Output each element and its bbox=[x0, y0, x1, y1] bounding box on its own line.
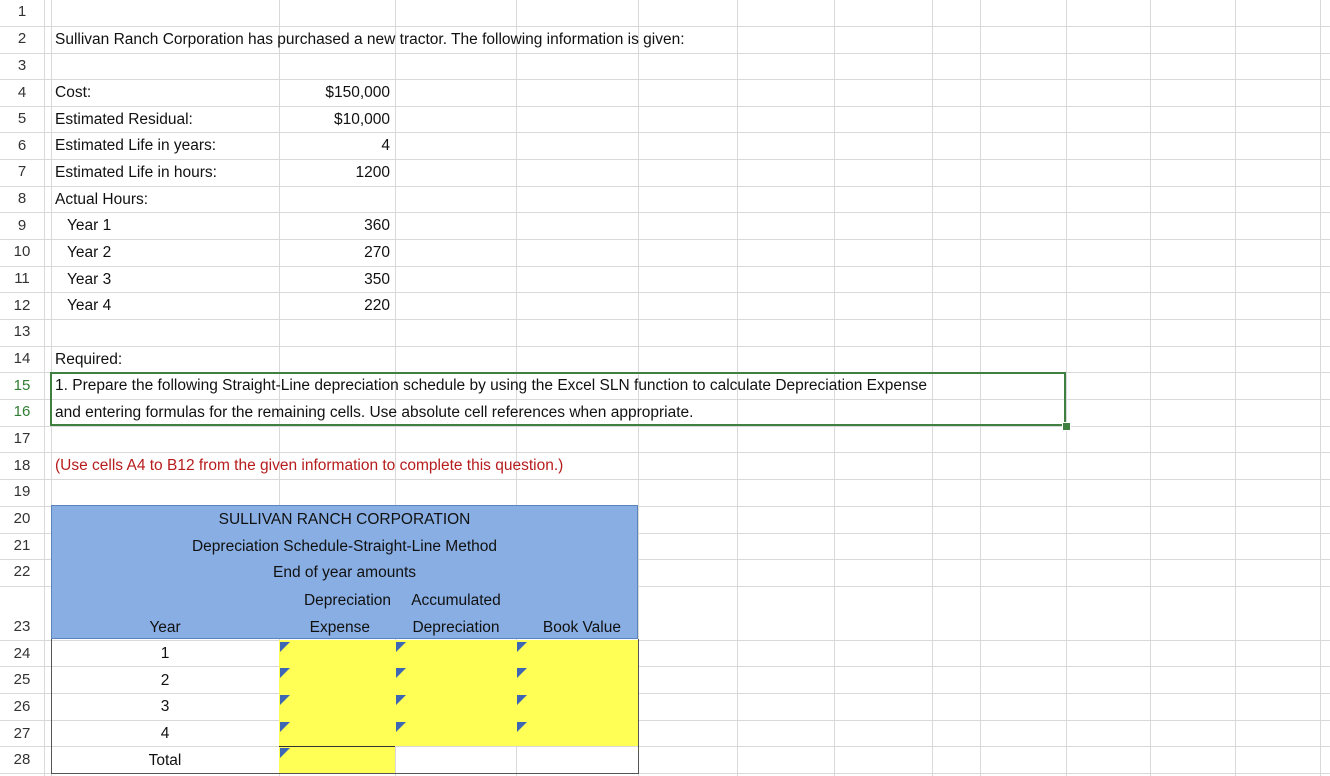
row-header-19[interactable]: 19 bbox=[13, 483, 31, 500]
col-book-header[interactable]: Book Value bbox=[542, 619, 621, 636]
row-header-14[interactable]: 14 bbox=[13, 350, 31, 367]
input-cells-area[interactable] bbox=[279, 640, 638, 746]
required-line-1[interactable]: 1. Prepare the following Straight-Line depreciation schedule by using the Excel SLN function to calculate Depreciation Expense bbox=[55, 377, 927, 394]
col-exp-top[interactable]: Depreciation bbox=[303, 592, 392, 609]
schedule-title-3[interactable]: End of year amounts bbox=[272, 564, 417, 581]
row-header-2[interactable]: 2 bbox=[17, 30, 27, 47]
formula-indicator-icon bbox=[396, 668, 406, 678]
schedule-title-2[interactable]: Depreciation Schedule-Straight-Line Method bbox=[191, 538, 497, 555]
required-line-2[interactable]: and entering formulas for the remaining cells. Use absolute cell references when appropriate. bbox=[55, 404, 694, 421]
intro-text[interactable]: Sullivan Ranch Corporation has purchased a new tractor. The following information is given: bbox=[55, 31, 685, 48]
formula-indicator-icon bbox=[396, 642, 406, 652]
formula-indicator-icon bbox=[517, 695, 527, 705]
total-expense-cell[interactable] bbox=[279, 747, 395, 773]
residual-value[interactable]: $10,000 bbox=[333, 111, 390, 128]
year-2-hours[interactable]: 270 bbox=[364, 244, 390, 261]
formula-indicator-icon bbox=[517, 722, 527, 732]
cost-value[interactable]: $150,000 bbox=[325, 84, 390, 101]
col-year-header[interactable]: Year bbox=[149, 619, 181, 636]
residual-label[interactable]: Estimated Residual: bbox=[55, 111, 193, 128]
formula-indicator-icon bbox=[280, 748, 290, 758]
schedule-right-border bbox=[638, 639, 639, 774]
cost-label[interactable]: Cost: bbox=[55, 84, 92, 101]
fill-handle[interactable] bbox=[1062, 422, 1071, 431]
row-header-22[interactable]: 22 bbox=[13, 563, 31, 580]
row-header-9[interactable]: 9 bbox=[17, 217, 27, 234]
formula-indicator-icon bbox=[280, 668, 290, 678]
life-years-value[interactable]: 4 bbox=[381, 137, 390, 154]
year-3-label[interactable]: Year 3 bbox=[67, 271, 112, 288]
row-header-1[interactable]: 1 bbox=[17, 3, 27, 20]
row-header-24[interactable]: 24 bbox=[13, 645, 31, 662]
formula-indicator-icon bbox=[280, 642, 290, 652]
row-header-23[interactable]: 23 bbox=[13, 618, 31, 635]
life-years-label[interactable]: Estimated Life in years: bbox=[55, 137, 217, 154]
total-top-border bbox=[279, 746, 395, 747]
schedule-year-4[interactable]: 4 bbox=[160, 725, 170, 742]
life-hours-label[interactable]: Estimated Life in hours: bbox=[55, 164, 217, 181]
col-exp-bottom[interactable]: Expense bbox=[309, 619, 370, 636]
row-header-10[interactable]: 10 bbox=[13, 243, 31, 260]
row-header-25[interactable]: 25 bbox=[13, 671, 31, 688]
row-header-5[interactable]: 5 bbox=[17, 110, 27, 127]
year-1-hours[interactable]: 360 bbox=[364, 217, 390, 234]
row-header-18[interactable]: 18 bbox=[13, 457, 31, 474]
schedule-year-2[interactable]: 2 bbox=[160, 672, 170, 689]
formula-indicator-icon bbox=[517, 668, 527, 678]
schedule-year-3[interactable]: 3 bbox=[160, 698, 170, 715]
formula-indicator-icon bbox=[280, 695, 290, 705]
row-header-12[interactable]: 12 bbox=[13, 297, 31, 314]
formula-indicator-icon bbox=[280, 722, 290, 732]
row-header-7[interactable]: 7 bbox=[17, 163, 27, 180]
required-heading[interactable]: Required: bbox=[55, 351, 123, 368]
schedule-total-label[interactable]: Total bbox=[148, 752, 182, 769]
col-acc-top[interactable]: Accumulated bbox=[411, 592, 501, 609]
row-header-26[interactable]: 26 bbox=[13, 698, 31, 715]
schedule-year-1[interactable]: 1 bbox=[160, 645, 170, 662]
row-header-15[interactable]: 15 bbox=[13, 377, 31, 394]
row-header-6[interactable]: 6 bbox=[17, 137, 27, 154]
row-header-11[interactable]: 11 bbox=[14, 270, 30, 287]
row-header-13[interactable]: 13 bbox=[13, 323, 31, 340]
formula-indicator-icon bbox=[396, 722, 406, 732]
year-4-hours[interactable]: 220 bbox=[364, 297, 390, 314]
row-header-3[interactable]: 3 bbox=[17, 57, 27, 74]
note-text[interactable]: (Use cells A4 to B12 from the given information to complete this question.) bbox=[55, 457, 564, 474]
year-3-hours[interactable]: 350 bbox=[364, 271, 390, 288]
row-header-27[interactable]: 27 bbox=[13, 725, 31, 742]
row-header-28[interactable]: 28 bbox=[13, 751, 31, 768]
year-2-label[interactable]: Year 2 bbox=[67, 244, 112, 261]
col-acc-bottom[interactable]: Depreciation bbox=[412, 619, 500, 636]
row-header-21[interactable]: 21 bbox=[13, 537, 31, 554]
life-hours-value[interactable]: 1200 bbox=[355, 164, 390, 181]
year-1-label[interactable]: Year 1 bbox=[67, 217, 112, 234]
actual-hours-label[interactable]: Actual Hours: bbox=[55, 191, 149, 208]
row-header-17[interactable]: 17 bbox=[13, 430, 31, 447]
formula-indicator-icon bbox=[517, 642, 527, 652]
row-header-8[interactable]: 8 bbox=[17, 190, 27, 207]
row-header-4[interactable]: 4 bbox=[17, 84, 27, 101]
row-header-20[interactable]: 20 bbox=[13, 510, 31, 527]
formula-indicator-icon bbox=[396, 695, 406, 705]
schedule-title-1[interactable]: SULLIVAN RANCH CORPORATION bbox=[218, 511, 471, 528]
row-header-16[interactable]: 16 bbox=[13, 403, 31, 420]
year-4-label[interactable]: Year 4 bbox=[67, 297, 112, 314]
